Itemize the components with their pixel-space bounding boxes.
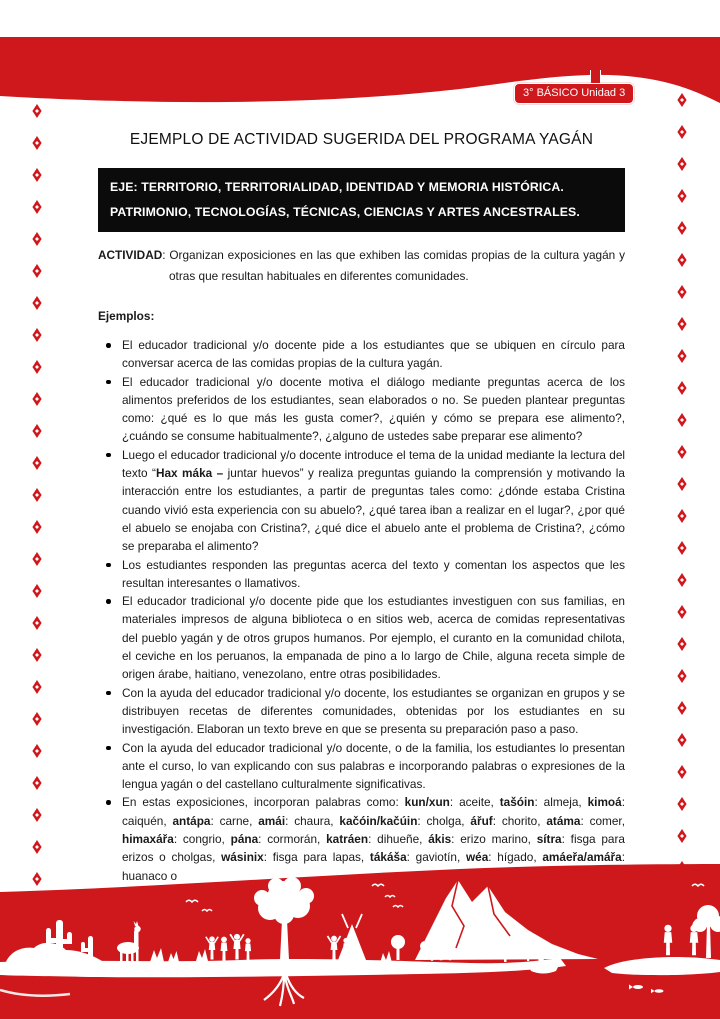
list-item: Los estudiantes responden las preguntas acerca del texto y comentan los aspectos que les resultan interesantes o llamativos. bbox=[98, 556, 625, 593]
diamond-ornament-icon bbox=[32, 296, 42, 310]
diamond-ornament-icon bbox=[32, 584, 42, 598]
diamond-ornament-icon bbox=[677, 477, 687, 491]
eje-heading-box bbox=[98, 168, 625, 232]
diamond-ornament-icon bbox=[677, 285, 687, 299]
diamond-ornament-icon bbox=[677, 637, 687, 651]
diamond-ornament-icon bbox=[32, 136, 42, 150]
landscape-silhouette-illustration bbox=[0, 864, 720, 1019]
diamond-ornament-icon bbox=[32, 264, 42, 278]
list-item: El educador tradicional y/o docente pide que los estudiantes investiguen con sus familias, en materiales impresos de alguna biblioteca o en sitios web, acerca de comidas representativas del pueblo yagán y de otros grupos humanos. Por ejemplo, el curanto en la comunidad chilota, el ceviche en los peruanos, la empanada de pino a lo largo de Chile, alguna receta simple de origen árabe, haitiano, venezolano, entre otras posibilidades. bbox=[98, 592, 625, 683]
diamond-ornament-icon bbox=[677, 509, 687, 523]
diamond-ornament-icon bbox=[677, 733, 687, 747]
diamond-ornament-icon bbox=[677, 253, 687, 267]
diamond-ornament-icon bbox=[677, 829, 687, 843]
diamond-ornament-icon bbox=[677, 317, 687, 331]
diamond-ornament-icon bbox=[32, 168, 42, 182]
diamond-ornament-icon bbox=[32, 520, 42, 534]
list-item: Con la ayuda del educador tradicional y/o docente, o de la familia, los estudiantes lo presentan ante el curso, lo van explicando con sus palabras e incorporando palabras o expresiones de la lengua yagán o del castellano culturalmente significativas. bbox=[98, 739, 625, 794]
diamond-ornament-icon bbox=[677, 573, 687, 587]
diamond-ornament-icon bbox=[677, 349, 687, 363]
list-item: En estas exposiciones, incorporan palabras como: kun/xun: aceite, tašóin: almeja, kimoá: caiquén, antápa: carne, amái: chaura, kačóin/kačúin: cholga, ářuf: chorito, atáma: comer, himaxářa: congrio, pána: cormorán, katráen: dihueñe, ákis: erizo marino, sítra: fisga para erizos o cholgas, wásinix: fisga para lapas, tákáša: gaviotín, wéa: hígado, amáeřa/amářa: huanaco o bbox=[98, 793, 625, 884]
activity-paragraph: ACTIVIDAD: Organizan exposiciones en las que exhiben las comidas propias de la cultura yagán y otras que resultan habituales en diferentes comunidades. bbox=[98, 248, 625, 283]
diamond-ornament-icon bbox=[32, 744, 42, 758]
diamond-ornament-icon bbox=[32, 616, 42, 630]
diamond-ornament-icon bbox=[32, 680, 42, 694]
diamond-ornament-icon bbox=[677, 669, 687, 683]
list-item: Con la ayuda del educador tradicional y/o docente, los estudiantes se organizan en grupos y se distribuyen recetas de diferentes comunidades, obtenidas por los estudiantes en su investigación. Elaboran un texto breve en que se presenta su preparación paso a paso. bbox=[98, 684, 625, 739]
diamond-ornament-icon bbox=[32, 648, 42, 662]
diamond-ornament-icon bbox=[677, 605, 687, 619]
diamond-ornament-icon bbox=[677, 93, 687, 107]
list-item: El educador tradicional y/o docente motiva el diálogo mediante preguntas acerca de los alimentos preferidos de los estudiantes, sean elaborados o no. Se pueden plantear preguntas como: ¿qué es lo que más les gusta comer?, ¿quién y cómo se prepara ese alimento?, ¿cuándo se consume habitualmente?, ¿alguno de ustedes sabe preparar ese alimento? bbox=[98, 373, 625, 446]
examples-heading: Ejemplos: bbox=[98, 309, 155, 323]
diamond-ornament-icon bbox=[32, 200, 42, 214]
diamond-ornament-icon bbox=[677, 381, 687, 395]
diamond-ornament-icon bbox=[32, 808, 42, 822]
examples-bullet-list bbox=[98, 336, 625, 885]
diamond-ornament-icon bbox=[32, 840, 42, 854]
diamond-ornament-icon bbox=[677, 797, 687, 811]
eje-line-2: PATRIMONIO, TECNOLOGÍAS, TÉCNICAS, CIENCIAS Y ARTES ANCESTRALES. bbox=[110, 205, 580, 219]
diamond-ornament-icon bbox=[32, 712, 42, 726]
list-item: Luego el educador tradicional y/o docente introduce el tema de la unidad mediante la lectura del texto “Hax máka – juntar huevos” y realiza preguntas guiando la comprensión y motivando la interacción entre los estudiantes, a partir de preguntas tales como: ¿dónde estaba Cristina cuando vivió esta experiencia con su abuelo?, ¿qué tarea iban a realizar en el lugar?, ¿por qué el abuelo se enojaba con Cristina?, ¿qué dice el abuelo ante el problema de Cristina?, ¿cómo se preparaba el alimento? bbox=[98, 446, 625, 556]
diamond-ornament-icon bbox=[32, 424, 42, 438]
page-title: EJEMPLO DE ACTIVIDAD SUGERIDA DEL PROGRAMA YAGÁN bbox=[129, 131, 594, 148]
eje-line-1: EJE: TERRITORIO, TERRITORIALIDAD, IDENTIDAD Y MEMORIA HISTÓRICA. bbox=[110, 180, 564, 194]
diamond-ornament-icon bbox=[677, 157, 687, 171]
diamond-ornament-icon bbox=[32, 328, 42, 342]
document-content bbox=[98, 130, 625, 885]
diamond-ornament-icon bbox=[677, 701, 687, 715]
diamond-ornament-icon bbox=[32, 776, 42, 790]
diamond-ornament-icon bbox=[32, 232, 42, 246]
diamond-ornament-icon bbox=[677, 221, 687, 235]
diamond-ornament-icon bbox=[32, 360, 42, 374]
diamond-ornament-icon bbox=[677, 541, 687, 555]
diamond-ornament-icon bbox=[32, 456, 42, 470]
diamond-ornament-icon bbox=[32, 392, 42, 406]
diamond-ornament-icon bbox=[32, 552, 42, 566]
diamond-ornament-icon bbox=[32, 104, 42, 118]
list-item: El educador tradicional y/o docente pide a los estudiantes que se ubiquen en círculo para conversar acerca de las comidas propias de la cultura yagán. bbox=[98, 336, 625, 373]
unit-label-badge: 3° BÁSICO Unidad 3 bbox=[514, 83, 634, 104]
diamond-ornament-icon bbox=[677, 445, 687, 459]
diamond-ornament-icon bbox=[677, 189, 687, 203]
diamond-ornament-icon bbox=[677, 413, 687, 427]
diamond-ornament-icon bbox=[32, 488, 42, 502]
diamond-ornament-icon bbox=[677, 125, 687, 139]
diamond-ornament-icon bbox=[677, 765, 687, 779]
